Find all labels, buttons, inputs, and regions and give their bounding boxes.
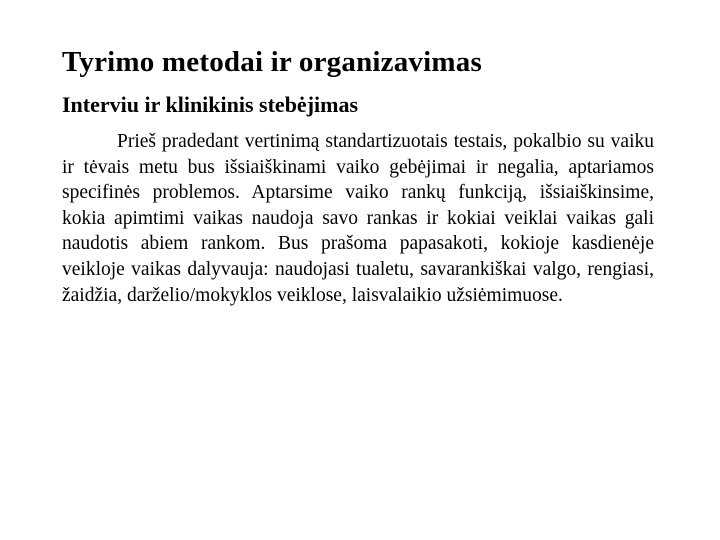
slide-title: Tyrimo metodai ir organizavimas	[62, 46, 482, 78]
body-paragraph: Prieš pradedant vertinimą standartizuotais testais, pokalbio su vaiku ir tėvais metu bus išsiaiškinami vaiko gebėjimai ir negalia, aptariamos specifinės problemos. Aptarsime vaiko rankų funkciją, išsiaiškinsime, kokia apimtimi vaikas naudoja savo rankas ir kokiai veiklai vaikas gali naudotis abiem rankom. Bus prašoma papasakoti, kokioje kasdienėje veikloje vaikas dalyvauja: naudojasi tualetu, savarankiškai valgo, rengiasi, žaidžia, darželio/mokyklos veiklose, laisvalaikio užsiėmimuose.	[62, 131, 654, 306]
slide-subtitle: Interviu ir klinikinis stebėjimas	[62, 92, 359, 117]
